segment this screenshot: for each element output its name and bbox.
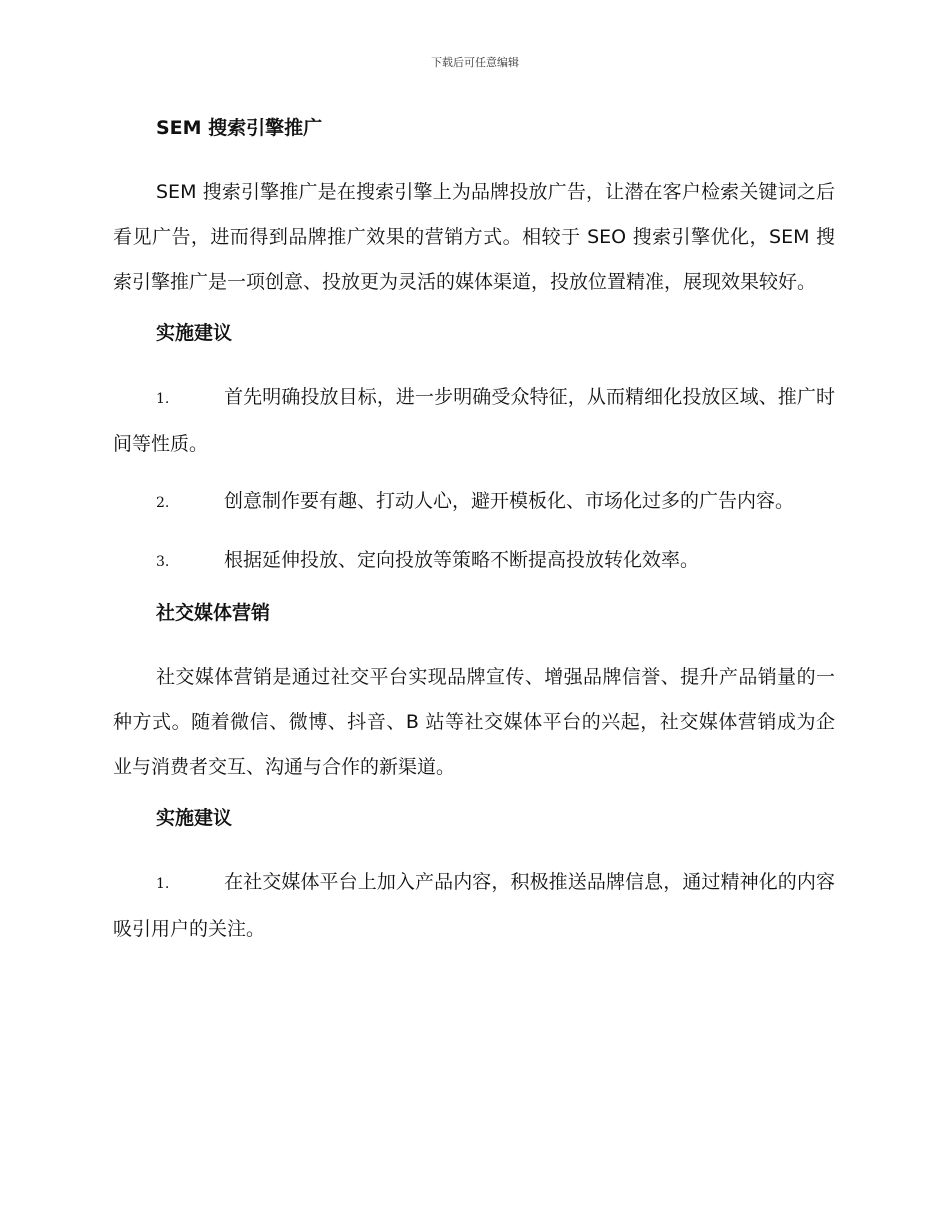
list-text: 在社交媒体平台上加入产品内容，积极推送品牌信息，通过精神化的内容吸引用户的关注。	[113, 871, 835, 940]
paragraph-social: 社交媒体营销是通过社交平台实现品牌宣传、增强品牌信誉、提升产品销量的一种方式。随着微信、微博、抖音、B 站等社交媒体平台的兴起，社交媒体营销成为企业与消费者交互、沟通与合作的新渠道。	[113, 666, 835, 778]
list-text: 根据延伸投放、定向投放等策略不断提高投放转化效率。	[224, 549, 700, 571]
list-text: 首先明确投放目标，进一步明确受众特征，从而精细化投放区域、推广时间等性质。	[113, 386, 835, 455]
section-heading-social: 社交媒体营销	[156, 602, 271, 624]
list-item	[113, 860, 835, 952]
document-body	[113, 112, 835, 964]
paragraph-sem: SEM 搜索引擎推广是在搜索引擎上为品牌投放广告，让潜在客户检索关键词之后看见广告，进而得到品牌推广效果的营销方式。相较于 SEO 搜索引擎优化，SEM 搜索引擎推广是一项创意、投放更为灵活的媒体渠道，投放位置精准，展现效果较好。	[113, 181, 835, 293]
list-item	[113, 375, 835, 467]
list-item	[113, 538, 835, 585]
header-note: 下载后可任意编辑	[431, 56, 519, 69]
list-item	[113, 479, 835, 526]
section-heading-sem: SEM 搜索引擎推广	[156, 117, 323, 139]
list-number: 1.	[156, 876, 170, 892]
list-number: 2.	[156, 495, 170, 511]
list-number: 1.	[156, 391, 170, 407]
subheading-social-suggestions: 实施建议	[156, 807, 233, 829]
subheading-sem-suggestions: 实施建议	[156, 322, 233, 344]
list-text: 创意制作要有趣、打动人心，避开模板化、市场化过多的广告内容。	[224, 490, 795, 512]
list-number: 3.	[156, 554, 170, 570]
